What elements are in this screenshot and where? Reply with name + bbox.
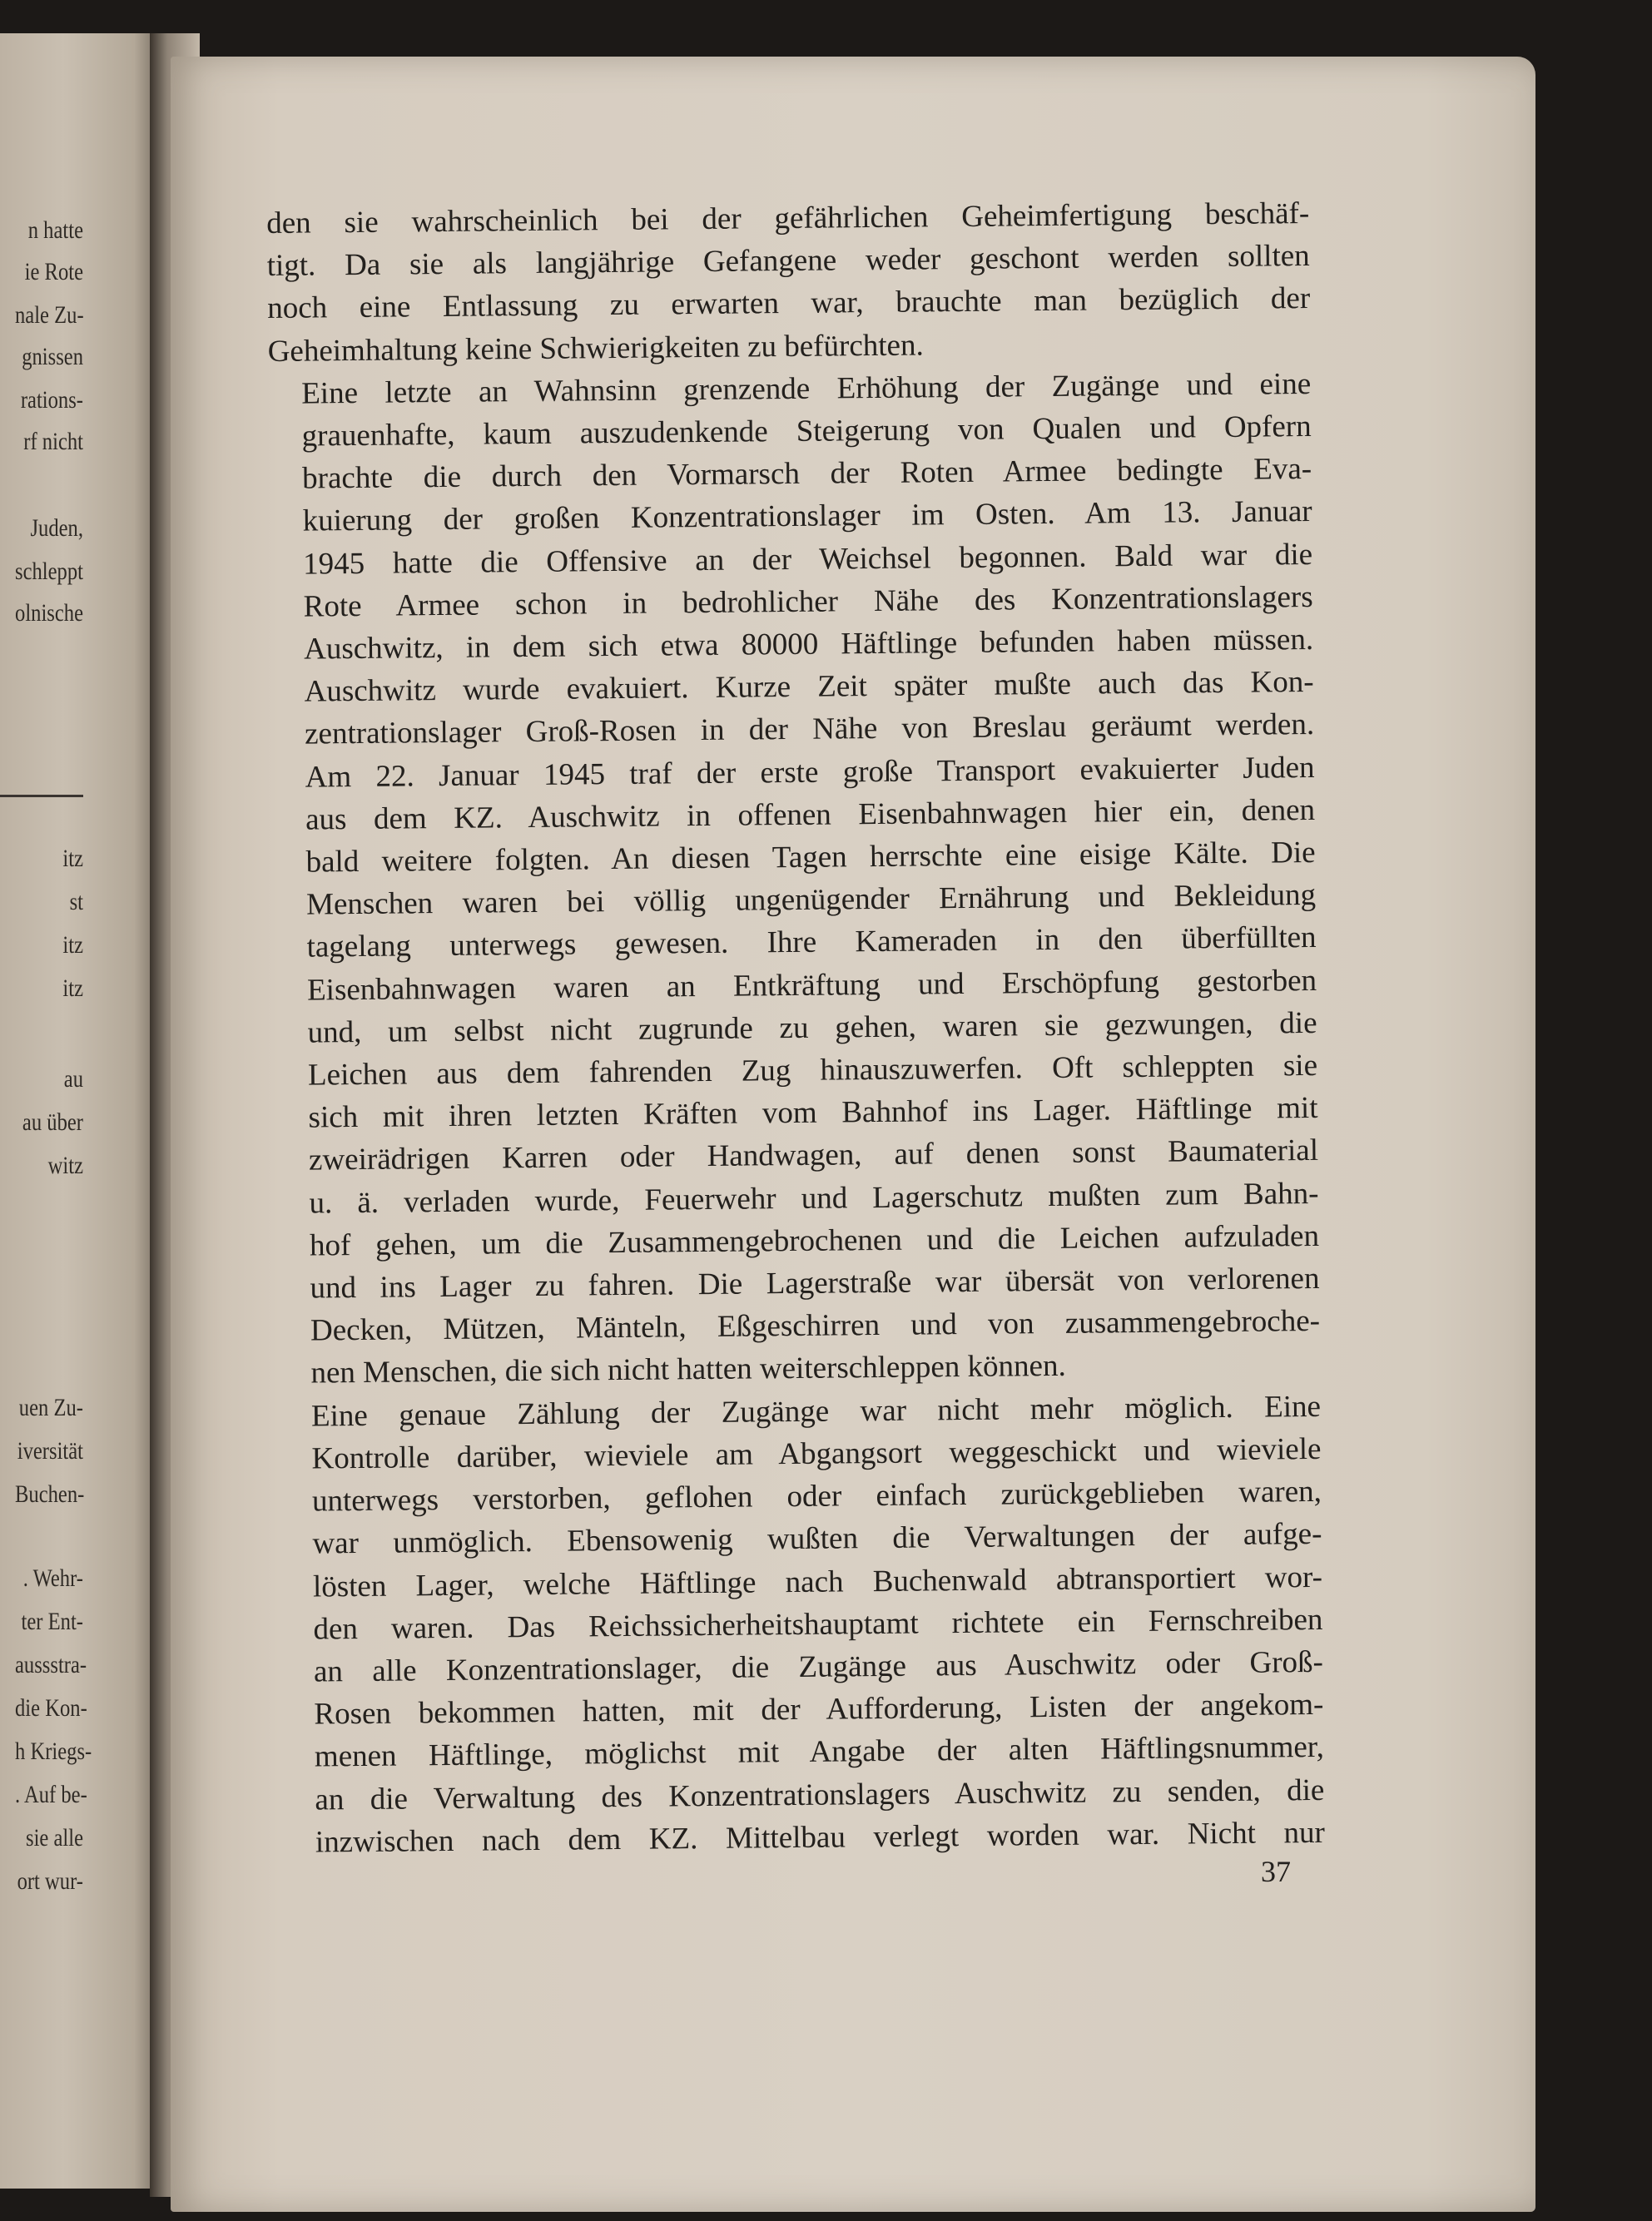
text-line: Leichen aus dem fahrenden Zug hinauszuwerfen. Oft schleppten sie bbox=[307, 1048, 1318, 1093]
text-line: sich mit ihren letzten Kräften vom Bahnhof ins Lager. Häftlinge mit bbox=[308, 1091, 1318, 1135]
text-line: und, um selbst nicht zugrunde zu gehen, waren sie gezwungen, die bbox=[307, 1005, 1317, 1050]
previous-page-fragment: . Wehr- bbox=[22, 1564, 83, 1592]
text-line: nen Menschen, die sich nicht hatten weiterschleppen können. bbox=[310, 1349, 1066, 1391]
text-line: Am 22. Januar 1945 traf der erste große Transport evakuierter Juden bbox=[305, 750, 1315, 795]
previous-page-fragment: itz bbox=[62, 931, 83, 959]
text-line: noch eine Entlassung zu erwarten war, brauchte man bezüglich der bbox=[267, 281, 1311, 326]
previous-page-fragment: Buchen- bbox=[15, 1480, 85, 1508]
text-line: aus dem KZ. Auschwitz in offenen Eisenbahnwagen hier ein, denen bbox=[305, 792, 1316, 837]
paragraph bbox=[268, 363, 1321, 1396]
text-line: Eine genaue Zählung der Zugänge war nicht mehr möglich. Eine bbox=[310, 1389, 1322, 1434]
text-line: lösten Lager, welche Häftlinge nach Buchenwald abtransportiert wor- bbox=[312, 1559, 1323, 1604]
previous-page-fragment: witz bbox=[47, 1152, 83, 1179]
previous-page-fragment: au bbox=[63, 1065, 83, 1093]
previous-page-fragment: st bbox=[69, 888, 83, 915]
previous-page-fragment: gnissen bbox=[22, 343, 84, 370]
previous-page-fragment: die Kon- bbox=[15, 1694, 87, 1722]
previous-page-fragment: n hatte bbox=[27, 216, 83, 244]
text-line: unterwegs verstorben, geflohen oder einfach zurückgeblieben waren, bbox=[311, 1474, 1322, 1519]
text-line: Kontrolle darüber, wieviele am Abgangsort weggeschickt und wieviele bbox=[311, 1431, 1322, 1476]
text-line: menen Häftlinge, möglichst mit Angabe der alten Häftlingsnummer, bbox=[314, 1730, 1325, 1774]
text-line: Auschwitz wurde evakuiert. Kurze Zeit später mußte auch das Kon- bbox=[304, 665, 1314, 709]
previous-page-fragment: h Kriegs- bbox=[15, 1738, 92, 1765]
body-text bbox=[266, 192, 1325, 1864]
paragraph bbox=[278, 1386, 1325, 1864]
book-page bbox=[171, 57, 1535, 2212]
previous-page-fragment: aussstra- bbox=[15, 1651, 87, 1678]
text-line: bald weitere folgten. An diesen Tagen herrschte eine eisige Kälte. Die bbox=[305, 835, 1316, 880]
text-line: 1945 hatte die Offensive an der Weichsel begonnen. Bald war die bbox=[302, 537, 1313, 582]
previous-page-fragment: nale Zu- bbox=[15, 301, 84, 329]
text-line: tagelang unterwegs gewesen. Ihre Kameraden in den überfüllten bbox=[306, 920, 1317, 965]
previous-page-fragment: uen Zu- bbox=[18, 1394, 83, 1421]
text-line: Geheimhaltung keine Schwierigkeiten zu befürchten. bbox=[267, 328, 924, 369]
text-line: den sie wahrscheinlich bei der gefährlichen Geheimfertigung beschäf- bbox=[266, 196, 1310, 240]
text-line: an alle Konzentrationslager, die Zugänge aus Auschwitz oder Groß- bbox=[313, 1644, 1324, 1689]
previous-page-fragment: ort wur- bbox=[17, 1867, 83, 1895]
previous-page-fragment: olnische bbox=[15, 599, 84, 627]
paragraph bbox=[266, 192, 1311, 373]
page-number: 37 bbox=[1261, 1855, 1291, 1888]
previous-page bbox=[0, 33, 158, 2189]
text-line: Eisenbahnwagen waren an Entkräftung und Erschöpfung gestorben bbox=[306, 963, 1317, 1008]
previous-page-fragment: rations- bbox=[20, 386, 83, 414]
text-line: tigt. Da sie als langjährige Gefangene weder geschont werden sollten bbox=[266, 239, 1310, 284]
previous-page-fragment: sie alle bbox=[26, 1824, 84, 1852]
text-line: war unmöglich. Ebensowenig wußten die Verwaltungen der aufge- bbox=[312, 1517, 1322, 1561]
text-line: kuierung der großen Konzentrationslager im Osten. Am 13. Januar bbox=[302, 494, 1312, 539]
previous-page-fragment: schleppt bbox=[15, 558, 84, 585]
section-rule bbox=[0, 795, 83, 797]
text-line: Auschwitz, in dem sich etwa 80000 Häftlinge befunden haben müssen. bbox=[303, 622, 1314, 667]
previous-page-fragment: . Auf be- bbox=[15, 1781, 87, 1808]
previous-page-fragment: ie Rote bbox=[24, 258, 83, 285]
text-line: inzwischen nach dem KZ. Mittelbau verlegt worden war. Nicht nur bbox=[315, 1815, 1326, 1860]
previous-page-fragment: iversität bbox=[17, 1437, 84, 1465]
previous-page-fragment: itz bbox=[62, 974, 83, 1002]
text-line: und ins Lager zu fahren. Die Lagerstraße war übersät von verlorenen bbox=[310, 1261, 1320, 1306]
previous-page-fragment: ter Ent- bbox=[21, 1608, 83, 1635]
text-line: Rosen bekommen hatten, mit der Aufforderung, Listen der angekom- bbox=[314, 1687, 1324, 1732]
previous-page-fragment: au über bbox=[22, 1108, 84, 1136]
text-line: an die Verwaltung des Konzentrationslagers Auschwitz zu senden, die bbox=[315, 1772, 1325, 1817]
previous-page-fragment: itz bbox=[62, 845, 83, 872]
text-line: u. ä. verladen wurde, Feuerwehr und Lagerschutz mußten zum Bahn- bbox=[309, 1176, 1319, 1221]
text-line: brachte die durch den Vormarsch der Roten Armee bedingte Eva- bbox=[301, 452, 1312, 496]
text-line: grauenhafte, kaum auszudenkende Steigerung von Qualen und Opfern bbox=[301, 409, 1312, 454]
text-line: Menschen waren bei völlig ungenügender Ernährung und Bekleidung bbox=[305, 878, 1317, 922]
text-line: zweirädrigen Karren oder Handwagen, auf denen sonst Baumaterial bbox=[308, 1133, 1319, 1178]
text-line: Decken, Mützen, Mänteln, Eßgeschirren und von zusammengebroche- bbox=[310, 1304, 1321, 1348]
text-line: Eine letzte an Wahnsinn grenzende Erhöhung der Zugänge und eine bbox=[301, 366, 1312, 411]
text-line: hof gehen, um die Zusammengebrochenen und die Leichen aufzuladen bbox=[309, 1218, 1320, 1263]
previous-page-fragment: Juden, bbox=[30, 514, 83, 542]
text-line: zentrationslager Groß-Rosen in der Nähe von Breslau geräumt werden. bbox=[304, 707, 1315, 752]
previous-page-fragment: rf nicht bbox=[23, 428, 83, 455]
text-line: den waren. Das Reichssicherheitshauptamt richtete ein Fernschreiben bbox=[313, 1602, 1323, 1647]
text-line: Rote Armee schon in bedrohlicher Nähe des Konzentrationslagers bbox=[303, 579, 1313, 624]
